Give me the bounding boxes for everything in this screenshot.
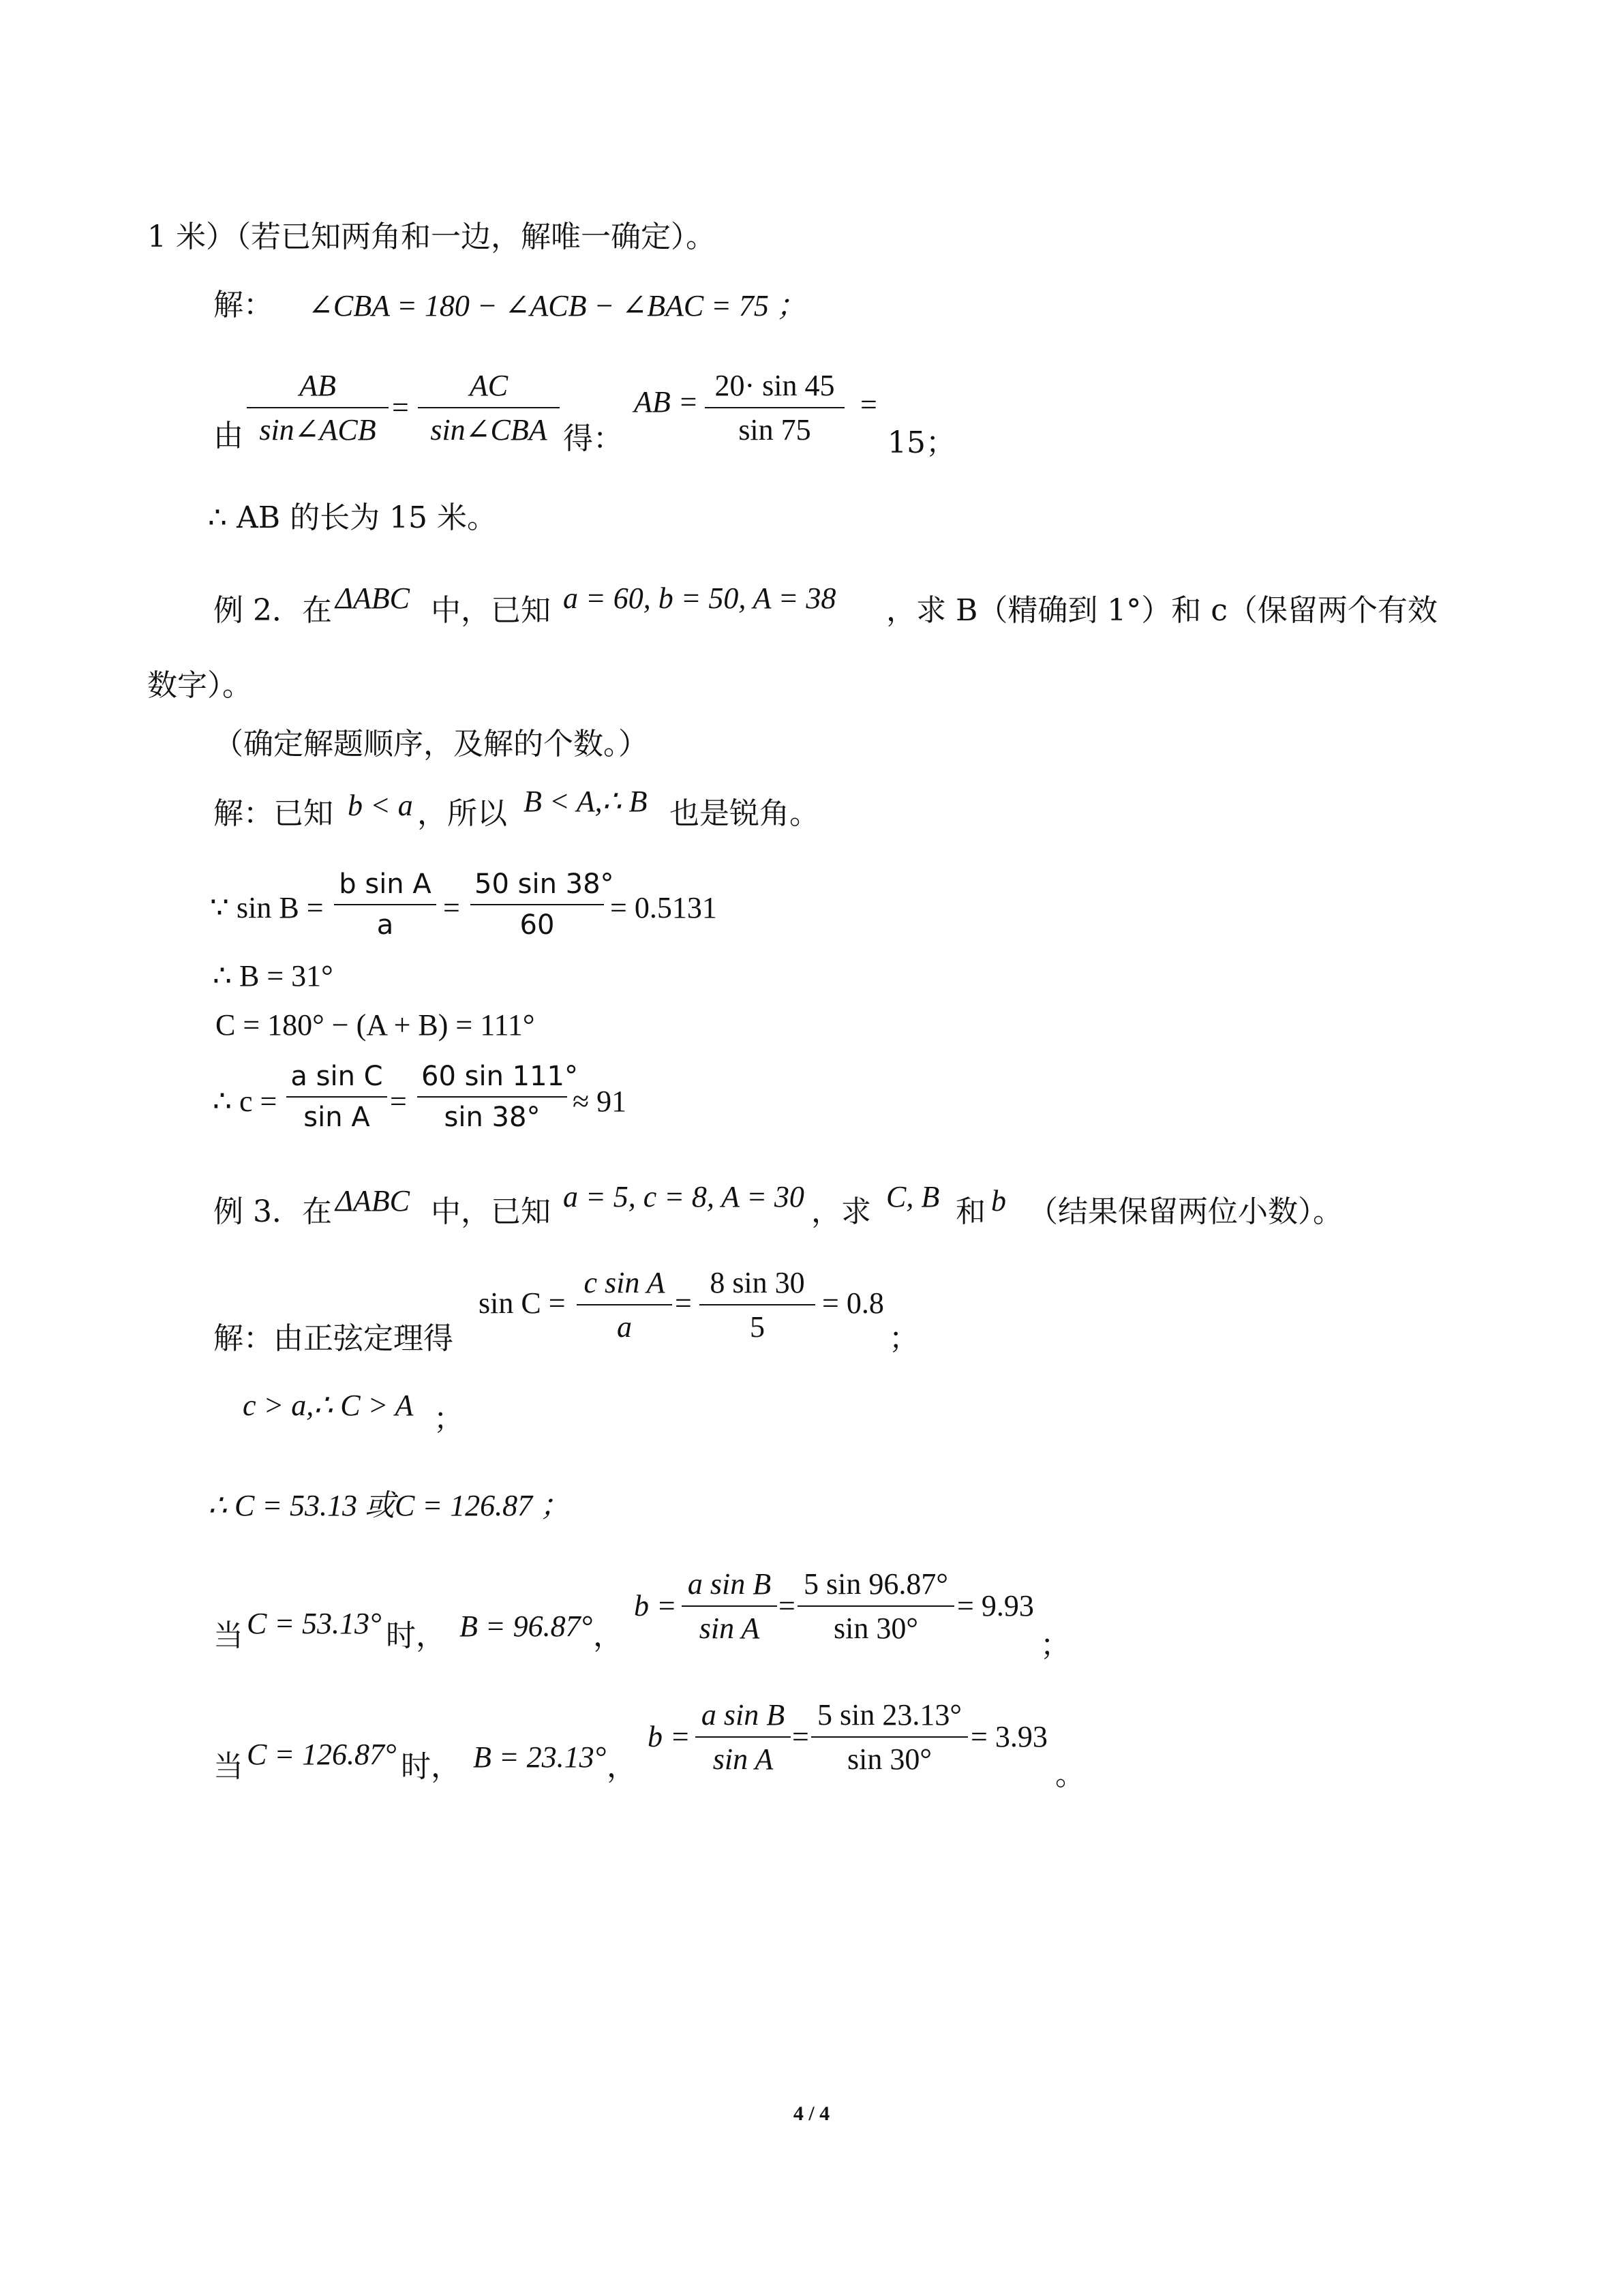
fraction-5sin9687-sin30: $\frac{5 \sin 96.87^\circ}{\sin 30^\circ}$ — [798, 1567, 954, 1646]
example-3-qa: ，求 — [811, 1194, 871, 1229]
example-3-given: a = 5, c = 8, A = 30 — [563, 1180, 804, 1213]
law-de: 得： — [563, 421, 623, 456]
law-prefix: 由 — [213, 419, 243, 453]
case-1-eq: = — [778, 1589, 795, 1622]
example-2-note: （确定解题顺序，及解的个数。） — [213, 727, 648, 761]
case-1-value: = 9.93 — [957, 1589, 1034, 1622]
equals-sign-2: = — [860, 388, 877, 421]
fraction-asinB-sinA-1: $\frac{\text{a sin B}}{\text{sin A}}$ — [682, 1567, 777, 1646]
case-2-when: 当 — [213, 1749, 243, 1784]
B-value: ∴ B = 31° — [213, 959, 333, 993]
example-3-b: b — [991, 1184, 1006, 1218]
case-2-B: B = 23.13° — [473, 1740, 607, 1774]
example-2-given: a = 60, b = 50, A = 38 — [563, 581, 836, 615]
example-3-solution-label: 解：由正弦定理得 — [213, 1321, 453, 1356]
ab-lhs: AB = — [634, 385, 699, 419]
conclusion-1: ∴ AB 的长为 15 米。 — [208, 500, 498, 535]
B-less-A: B < A,∴ B — [524, 785, 648, 818]
example-2-line2: 数字）。 — [147, 668, 252, 703]
b-less-a: b < a — [348, 789, 413, 822]
c-eq: = — [390, 1085, 407, 1118]
solution-label: 解： — [213, 288, 273, 322]
case-1-C: C = 53.13° — [247, 1607, 382, 1640]
case-1-B: B = 96.87° — [459, 1610, 593, 1643]
example-3-given-label: 中，已知 — [431, 1194, 551, 1229]
c-greater-a-end: ； — [434, 1402, 464, 1436]
example-2-intro: 例 2．在 — [213, 593, 332, 628]
fraction-csinA-a: $\frac{\text{c sin A}}{a}$ — [577, 1265, 672, 1344]
c-greater-a: c > a,∴ C > A — [243, 1389, 414, 1422]
triangle-abc: ΔABC — [335, 581, 410, 615]
continuation-line: 1 米）（若已知两角和一边，解唯一确定）。 — [147, 220, 716, 254]
case-1-when: 当 — [213, 1618, 243, 1653]
case-2-end: 。 — [1055, 1757, 1085, 1792]
case-2-shi: 时， — [401, 1749, 461, 1784]
example-2-solution-c: 也是锐角。 — [669, 796, 819, 831]
c-lhs: ∴ c = — [213, 1085, 277, 1118]
sinC-value: = 0.8 — [822, 1286, 884, 1320]
sinC-eq: = — [675, 1286, 692, 1320]
case-2-C: C = 126.87° — [247, 1738, 397, 1771]
example-3-CB: C, B — [886, 1180, 940, 1213]
fraction-asinB-sinA-2: $\frac{\text{a sin B}}{\text{sin A}}$ — [695, 1697, 791, 1777]
sinB-value: = 0.5131 — [610, 891, 717, 924]
fraction-ab-value: $\frac{20\cdot \sin 45}{\sin 75}$ — [705, 368, 845, 447]
case-1-comma: ， — [593, 1618, 623, 1653]
fraction-ab-sinacb: AB sin∠ACB — [247, 368, 389, 447]
fraction-ac-sincba: AC sin∠CBA — [418, 368, 560, 447]
sinC-end: ； — [889, 1321, 919, 1356]
equals-sign: = — [392, 391, 409, 424]
page-number: 4 / 4 — [793, 2102, 830, 2125]
example-2-solution-a: 解：已知 — [213, 796, 333, 831]
sinC-lhs: sin C = — [479, 1286, 566, 1320]
example-2-given-label: 中，已知 — [431, 593, 551, 628]
case-1-shi: 时， — [386, 1618, 446, 1653]
case-1-b-lhs: b = — [634, 1589, 677, 1622]
fraction-50sin38-60: $\frac{50 \sin 38^\circ}{60}$ — [470, 868, 604, 941]
case-2-b-lhs: b = — [648, 1720, 691, 1753]
fraction-60sin111-sin38: $\frac{60 \sin 111^\circ}{\sin 38^\circ}$ — [417, 1061, 567, 1133]
fraction-asinC-sinA: $\frac{\text{a sin C}}{\text{sin A}}$ — [286, 1061, 387, 1133]
ab-result: 15； — [888, 425, 956, 460]
case-1-end: ； — [1040, 1628, 1070, 1663]
example-2-solution-b: ，所以 — [417, 796, 507, 831]
triangle-abc-2: ΔABC — [335, 1184, 410, 1218]
c-value: ≈ 91 — [573, 1085, 627, 1118]
sinB-eq: = — [443, 891, 460, 924]
fraction-bsinA-a: $\frac{\text{b sin A}}{a}$ — [334, 868, 436, 941]
example-3-question: （结果保留两位小数）。 — [1028, 1194, 1343, 1229]
example-3-intro: 例 3．在 — [213, 1194, 332, 1229]
case-2-eq: = — [792, 1720, 809, 1753]
case-2-comma: ， — [607, 1749, 637, 1784]
case-2-value: = 3.93 — [971, 1720, 1048, 1753]
sinB-lhs: ∵ sin B = — [210, 891, 324, 924]
fraction-8sin30-5: $\frac{8 \sin 30}{5}$ — [699, 1265, 815, 1344]
fraction-5sin2313-sin30: $\frac{5 \sin 23.13^\circ}{\sin 30^\circ}$ — [811, 1697, 968, 1777]
example-3-and: 和 — [956, 1194, 986, 1229]
angle-equation: ∠CBA = 180 − ∠ACB − ∠BAC = 75 ； — [308, 289, 806, 322]
C-values: ∴ C = 53.13 或C = 126.87 ； — [208, 1489, 571, 1522]
C-value: C = 180° − (A + B) = 111° — [215, 1008, 535, 1042]
example-2-question: ，求 B（精确到 1°）和 c（保留两个有效 — [886, 593, 1438, 628]
